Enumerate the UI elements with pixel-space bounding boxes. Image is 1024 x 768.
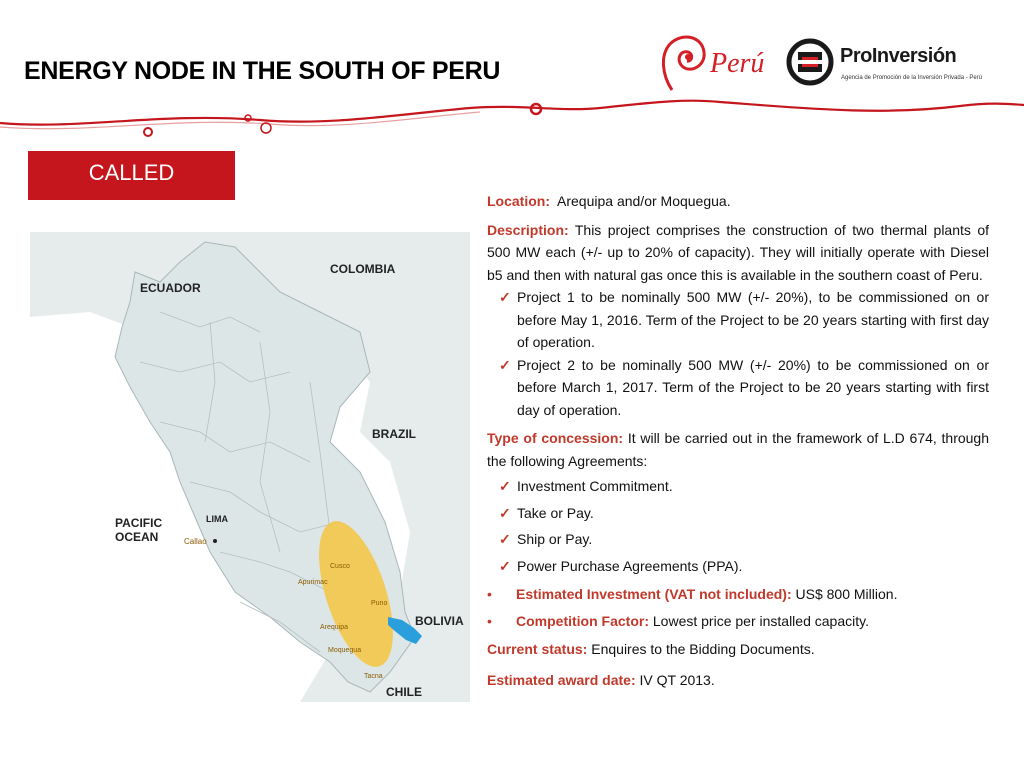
checkmark-icon: ✓ (499, 289, 511, 305)
award-label: Estimated award date: (487, 671, 636, 688)
bullet-icon: • (487, 586, 492, 602)
summary-list (487, 583, 989, 632)
award-value: IV QT 2013. (639, 671, 715, 688)
description-label: Description: (487, 221, 569, 238)
list-item: ✓ Investment Commitment. (487, 475, 989, 498)
projects-list (487, 286, 989, 421)
description-paragraph (487, 219, 989, 287)
checkmark-icon: ✓ (499, 478, 511, 494)
checkmark-icon: ✓ (499, 504, 511, 521)
status-label: Current status: (487, 641, 588, 657)
label-apurimac: Apurimac (298, 579, 328, 586)
label-cusco: Cusco (330, 563, 350, 570)
label-ecuador: ECUADOR (140, 281, 201, 295)
proinversion-subtitle: Agencia de Promoción de la Inversión Privada - Perú (841, 75, 983, 81)
description-value: This project comprises the construction of two thermal plants of 500 MW each (+/- up to 20% of capacity). They will initially operate with Diesel b5 and then with natural gas once this is available in the southern coast of Peru. (487, 221, 989, 283)
label-colombia: COLOMBIA (330, 262, 396, 276)
peru-logo-text: Perú (710, 48, 765, 79)
label-brazil: BRAZIL (372, 427, 416, 441)
label-pacific: PACIFIC (115, 516, 163, 530)
label-ocean: OCEAN (115, 530, 159, 544)
label-puno: Puno (371, 600, 388, 607)
location-value: Arequipa and/or Moquegua. (557, 193, 731, 209)
concession-value: It will be carried out in the framework of L.D 674, through the following Agreements: (487, 430, 990, 469)
checkmark-icon: ✓ (499, 531, 511, 547)
peru-map (30, 232, 470, 702)
list-item: ✓ Project 2 to be nominally 500 MW (+/- 20%) to be commissioned on or before March 1, 2017. Term of the Project to be 20 years starting with first day of operation. (487, 354, 989, 422)
location-paragraph (487, 190, 989, 213)
decorative-wave (0, 90, 1024, 140)
list-item: ✓ Ship or Pay. (487, 528, 989, 551)
award-paragraph (487, 669, 989, 692)
label-tacna: Tacna (364, 673, 383, 680)
list-item: ✓ Project 1 to be nominally 500 MW (+/- 20%), to be commissioned on or before May 1, 2016. Term of the Project to be 20 years starting with first day of operation. (487, 286, 989, 354)
agreements-list (487, 475, 989, 577)
project-details (487, 190, 989, 697)
status-value: Enquires to the Bidding Documents. (591, 641, 815, 657)
checkmark-icon: ✓ (499, 356, 511, 373)
label-moquegua: Moquegua (328, 647, 362, 654)
status-paragraph (487, 638, 989, 661)
list-item: • Estimated Investment (VAT not included): US$ 800 Million. (487, 583, 989, 606)
label-chile: CHILE (386, 685, 422, 699)
label-callao: Callao (184, 537, 207, 546)
label-bolivia: BOLIVIA (415, 614, 464, 628)
page-title: ENERGY NODE IN THE SOUTH OF PERU (24, 57, 501, 85)
list-item: • Competition Factor: Lowest price per installed capacity. (487, 610, 989, 633)
concession-label: Type of concession: (487, 430, 624, 446)
checkmark-icon: ✓ (499, 557, 511, 574)
bullet-icon: • (487, 612, 492, 629)
list-item: ✓ Power Purchase Agreements (PPA). (487, 555, 989, 578)
proinversion-emblem-icon (786, 38, 834, 86)
label-lima: LIMA (206, 514, 228, 524)
peru-logo (652, 30, 772, 100)
location-label: Location: (487, 193, 550, 209)
label-arequipa: Arequipa (320, 624, 349, 631)
proinversion-name: ProInversión (840, 45, 957, 67)
list-item: ✓ Take or Pay. (487, 502, 989, 525)
concession-paragraph (487, 427, 989, 472)
status-badge: CALLED (28, 151, 235, 200)
